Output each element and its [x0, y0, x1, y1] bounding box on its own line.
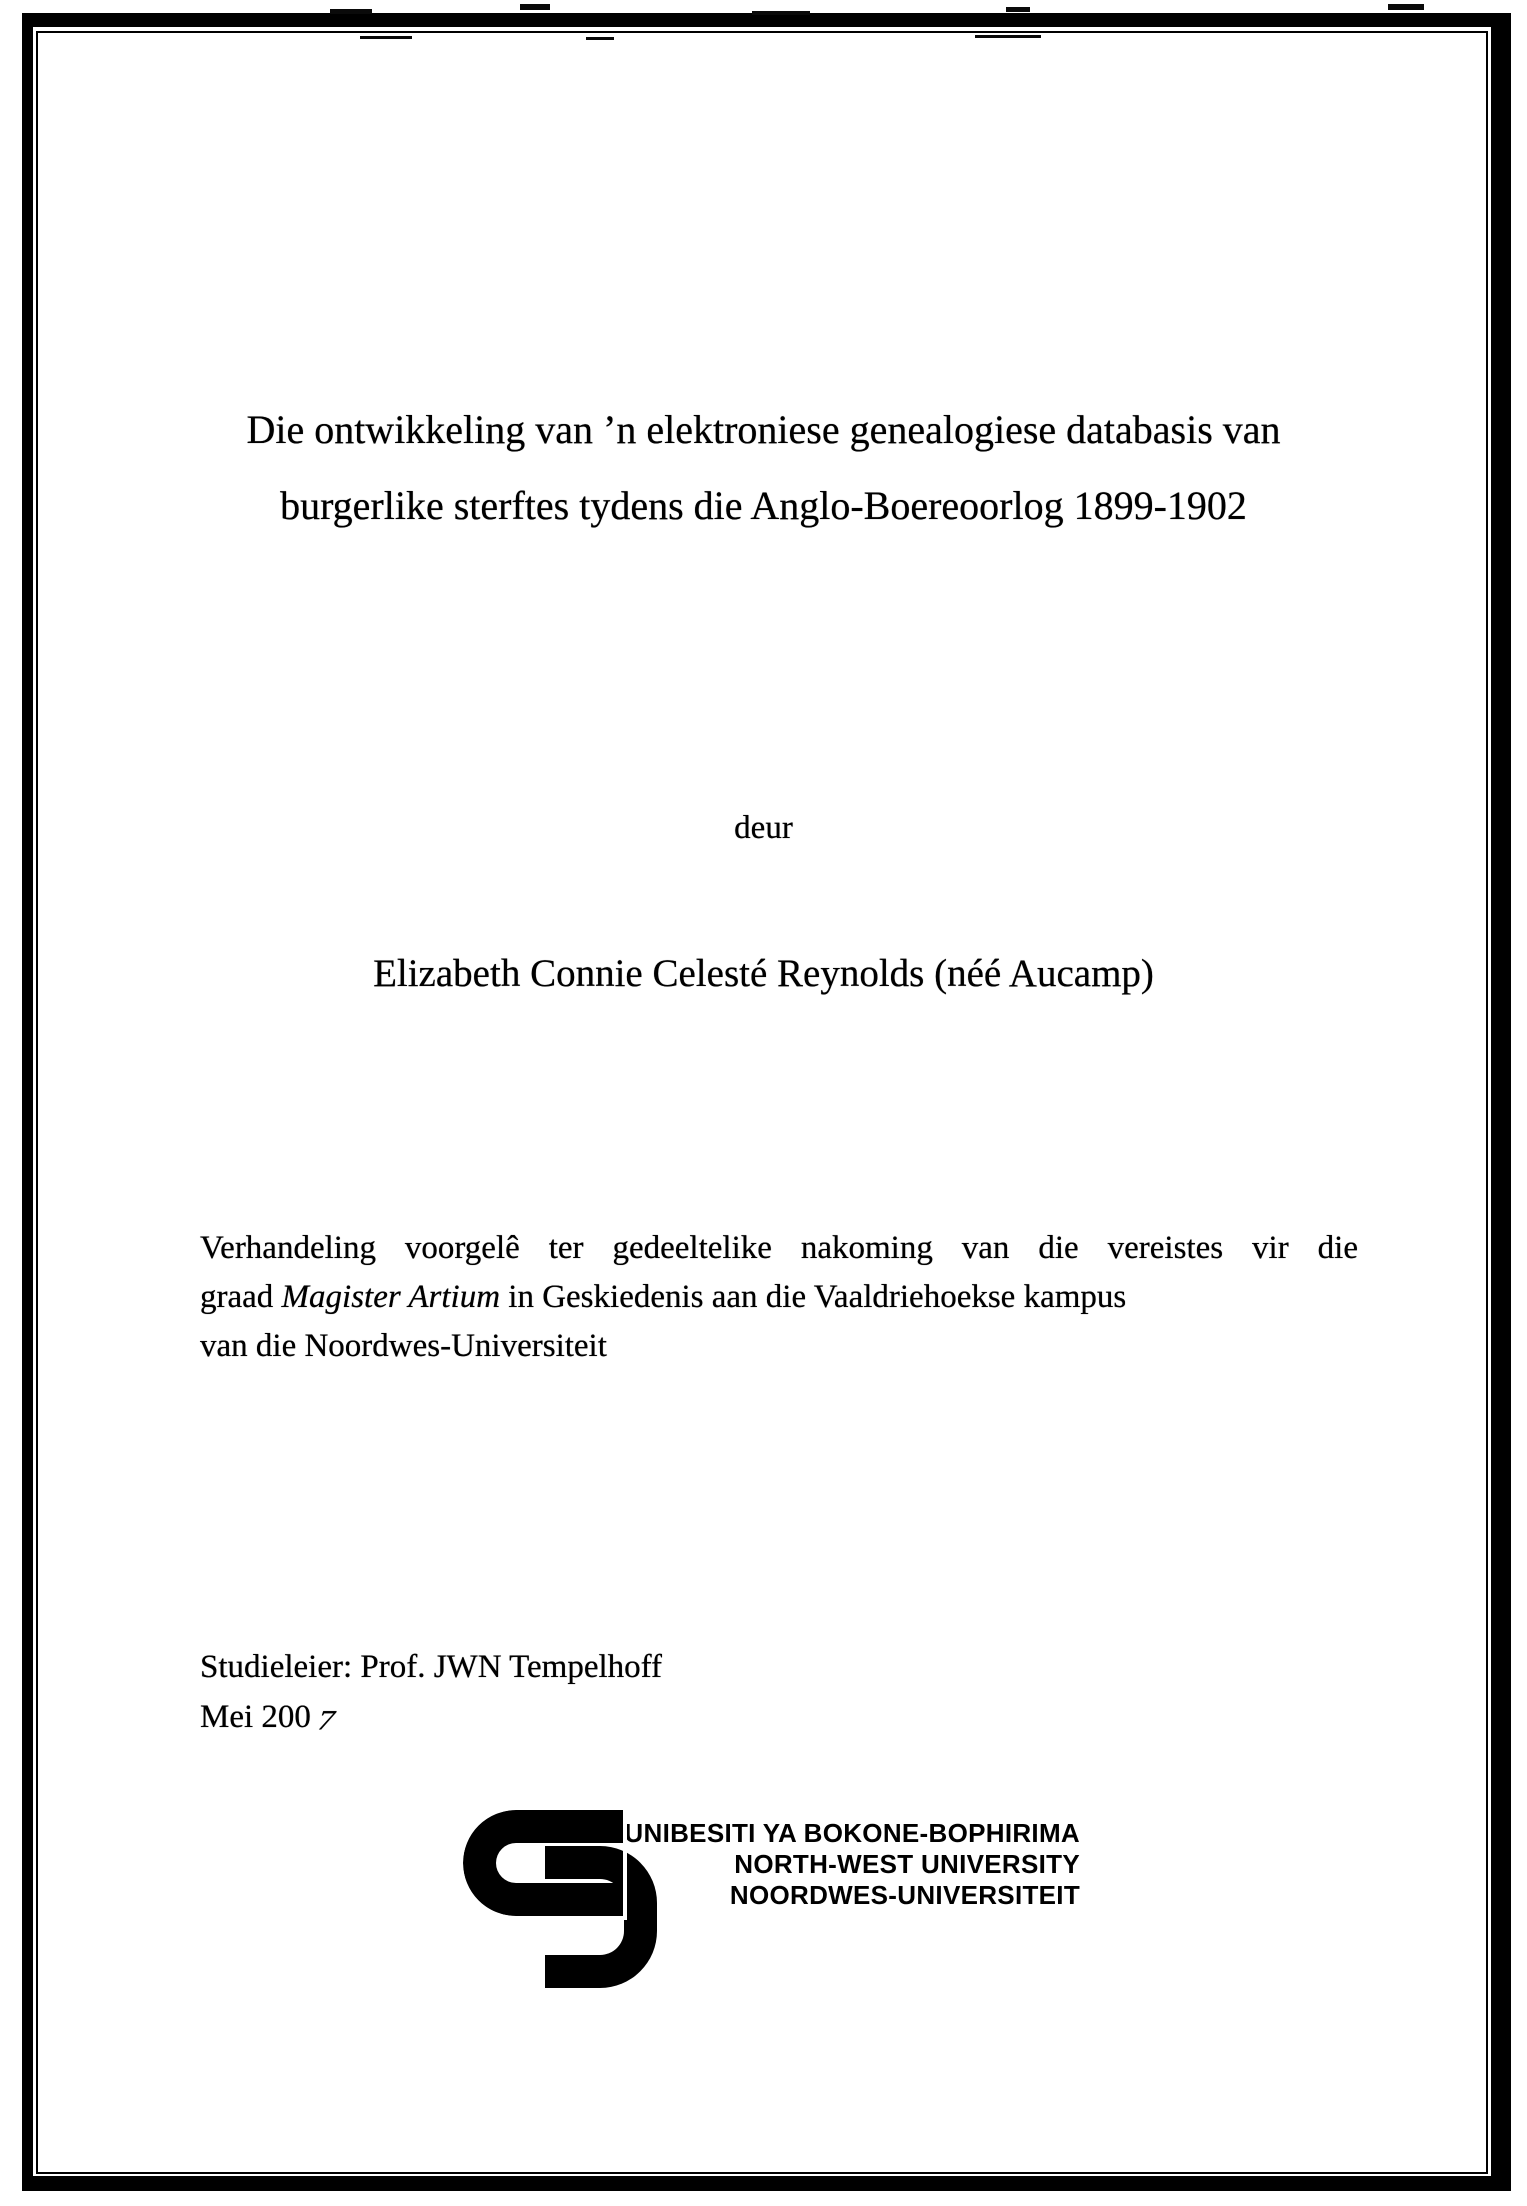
- thesis-title: [60, 392, 1467, 544]
- degree-statement-line1: Verhandeling voorgelê ter gedeeltelike nakoming van die vereistes vir die: [200, 1230, 1358, 1266]
- scan-artifact: [360, 36, 412, 39]
- date-prefix: Mei 200: [200, 1699, 311, 1735]
- nwu-logo-line3: NOORDWES-UNIVERSITEIT: [729, 1880, 1080, 1910]
- supervisor-line: Studieleier: Prof. JWN Tempelhoff: [200, 1649, 663, 1685]
- author-name: Elizabeth Connie Celesté Reynolds (néé Aucamp): [373, 952, 1154, 995]
- scan-artifact: [975, 35, 1041, 38]
- degree-statement-line2-suffix: in Geskiedenis aan die Vaaldriehoekse kampus: [500, 1279, 1127, 1315]
- degree-statement-line2: [200, 1273, 1358, 1322]
- thesis-title-line2: burgerlike sterftes tydens die Anglo-Boereoorlog 1899-1902: [280, 483, 1247, 528]
- byline-preposition: deur: [734, 810, 793, 846]
- date-line: [200, 1692, 662, 1742]
- nwu-logo-line1: YUNIBESITI YA BOKONE-BOPHIRIMA: [606, 1818, 1080, 1848]
- chain-link-left-shape: [463, 1810, 623, 1916]
- scan-artifact: [1006, 7, 1030, 12]
- nwu-logo-line2: NORTH-WEST UNIVERSITY: [734, 1849, 1080, 1879]
- degree-statement-line3: van die Noordwes-Universiteit: [200, 1328, 607, 1364]
- scan-artifact: [330, 9, 372, 14]
- thesis-title-line1: Die ontwikkeling van ’n elektroniese genealogiese databasis van: [246, 407, 1281, 452]
- scan-artifact: [1388, 4, 1424, 10]
- supervisor-block: [200, 1642, 662, 1742]
- scan-artifact: [752, 11, 810, 15]
- scan-artifact: [520, 4, 550, 10]
- degree-title-italic: Magister Artium: [281, 1279, 501, 1315]
- scan-artifact: [586, 37, 614, 40]
- degree-statement-line2-prefix: graad: [200, 1279, 282, 1315]
- degree-statement: [200, 1224, 1358, 1371]
- date-last-digit: 7: [312, 1705, 340, 1737]
